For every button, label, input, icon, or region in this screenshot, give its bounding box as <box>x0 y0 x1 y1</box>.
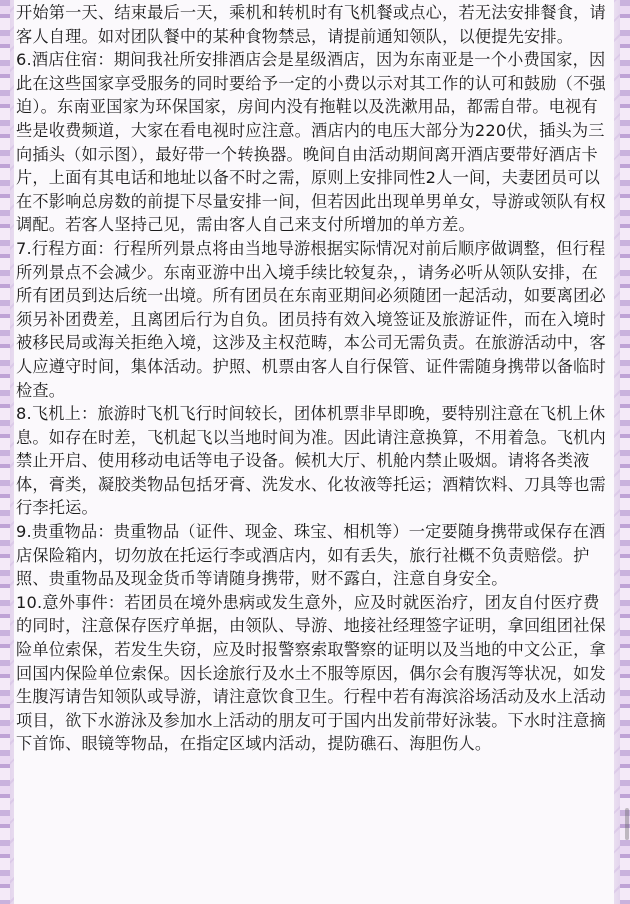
paragraph-hotel: 6.酒店住宿：期间我社所安排酒店会是星级酒店，因为东南亚是一个小费国家，因此在这些国家享受服务的同时要给予一定的小费以示对其工作的认可和鼓励（不强迫）。东南亚国家为环保国家，房间内没有拖鞋以及洗漱用品，都需自带。电视有些是收费频道，大家在看电视时应注意。酒店内的电压大部分为220伏，插头为三向插头（如示图），最好带一个转换器。晚间自由活动期间离开酒店要带好酒店卡片，上面有其电话和地址以备不时之需，原则上安排同性2人一间，夫妻团员可以在不影响总房数的前提下尽量安排一间，但若因此出现单男单女，导游或领队有权调配。若客人坚持己见，需由客人自己来支付所增加的单方差。 <box>16 50 606 235</box>
paragraph-meals: 开始第一天、结束最后一天，乘机和转机时有飞机餐或点心，若无法安排餐食，请客人自理。如对团队餐中的某种食物禁忌，请提前通知领队，以便提先安排。 <box>16 3 606 46</box>
decorative-border-left <box>0 0 10 904</box>
scrollbar-thumb[interactable] <box>625 808 629 840</box>
paragraph-accidents: 10.意外事件：若团员在境外患病或发生意外，应及时就医治疗，团友自付医疗费的同时，注意保存医疗单据，由领队、导游、地接社经理签字证明，拿回组团社保险单位索保，若发生失窃，应及时报警察索取警察的证明以及当地的中文公正，拿回国内保险单位索保。因长途旅行及水土不服等原因，偶尔会有腹泻等状况，如发生腹泻请告知领队或导游，请注意饮食卫生。行程中若有海滨浴场活动及水上活动项目，欲下水游泳及参加水上活动的朋友可于国内出发前带好泳装。下水时注意摘下首饰、眼镜等物品，在指定区域内活动，提防礁石、海胆伤人。 <box>16 592 606 754</box>
decorative-border-right <box>620 0 630 904</box>
article-content <box>14 0 614 904</box>
paragraph-flight: 8.飞机上：旅游时飞机飞行时间较长，团体机票非早即晚，要特别注意在飞机上休息。如存在时差，飞机起飞以当地时间为准。因此请注意换算，不用着急。飞机内禁止开启、使用移动电话等电子设备。候机大厅、机舱内禁止吸烟。请将各类液体，膏类，凝胶类物品包括牙膏、洗发水、化妆液等托运；酒精饮料、刀具等也需行李托运。 <box>16 404 606 518</box>
paragraph-valuables: 9.贵重物品：贵重物品（证件、现金、珠宝、相机等）一定要随身携带或保存在酒店保险箱内，切勿放在托运行李或酒店内，如有丢失，旅行社概不负责赔偿。护照、贵重物品及现金货币等请随身携带，财不露白，注意自身安全。 <box>16 522 606 589</box>
paragraph-itinerary: 7.行程方面：行程所列景点将由当地导游根据实际情况对前后顺序做调整，但行程所列景点不会减少。东南亚游中出入境手续比较复杂，，请务必听从领队安排，在所有团员到达后统一出境。所有团员在东南亚期间必须随团一起活动，如要离团必须另补团费差，且离团后行为自负。团员持有效入境签证及旅游证件，而在入境时被移民局或海关拒绝入境，这涉及主权范畴，本公司无需负责。在旅游活动中，客人应遵守时间，集体活动。护照、机票由客人自行保管、证件需随身携带以备临时检查。 <box>16 238 606 400</box>
